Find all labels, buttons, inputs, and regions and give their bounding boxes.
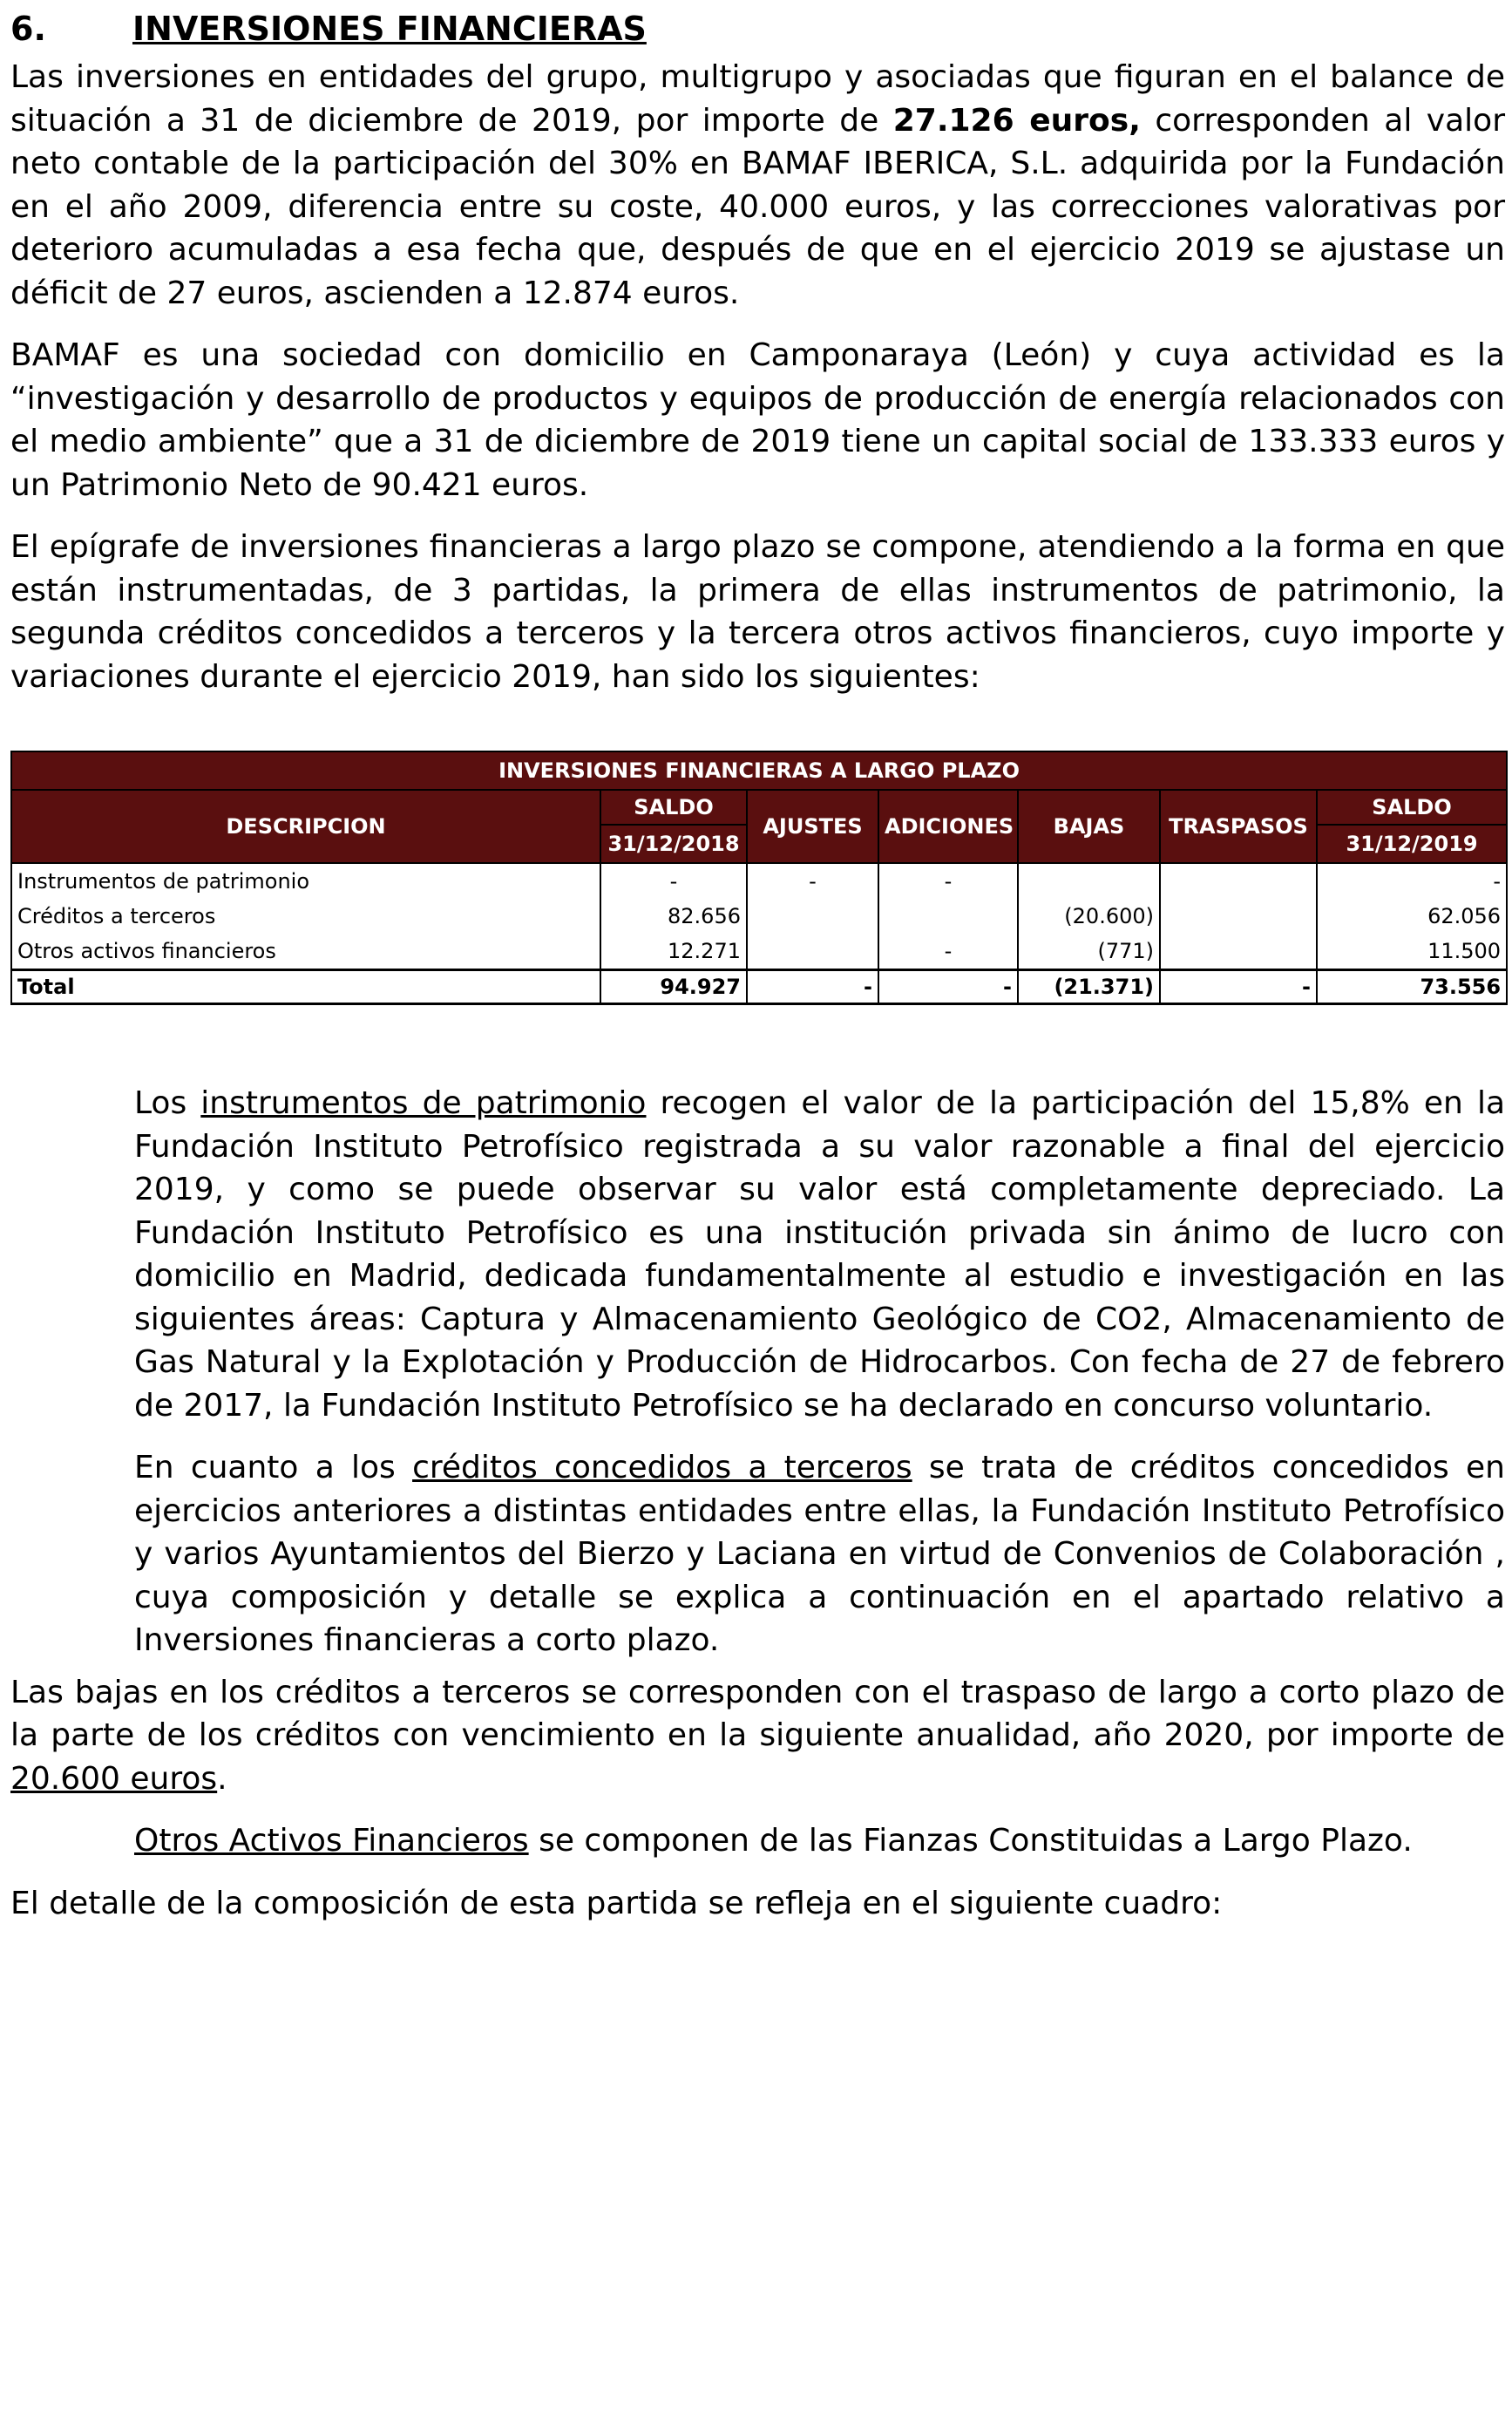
cell-bajas: (21.371) (1018, 970, 1160, 1004)
bullet-text (134, 1819, 1505, 1863)
paragraph-detalle: El detalle de la composición de esta partida se refleja en el siguiente cuadro: (10, 1885, 1223, 1921)
section-number: 6. (10, 10, 46, 48)
underlined-term: créditos concedidos a terceros (412, 1450, 912, 1485)
cell-bajas (1018, 863, 1160, 899)
cell-adiciones: - (878, 970, 1018, 1004)
investments-table (10, 751, 1508, 1005)
header-descripcion: DESCRIPCION (11, 790, 600, 863)
table-title: INVERSIONES FINANCIERAS A LARGO PLAZO (11, 751, 1507, 790)
cell-adiciones (878, 899, 1018, 934)
header-saldo-2018-label: SALDO (600, 790, 747, 825)
text-run: . (217, 1760, 227, 1797)
cell-desc: Créditos a terceros (11, 899, 600, 934)
text-run: corresponden al valor neto contable de la participación del 30% en BAMAF IBERICA, S.L. adquirida por la Fundación en el año 2009, diferencia entre su coste, 40.000 euros, y las correcciones valorativas por deterioro acumuladas a esa fecha que, después de que en el ejercicio 2019 se ajustase un déficit de 27 euros, ascienden a 12.874 euros. (10, 102, 1505, 311)
cell-traspasos (1160, 899, 1317, 934)
header-traspasos: TRASPASOS (1160, 790, 1317, 863)
table-row (11, 899, 1507, 934)
table-row (11, 863, 1507, 899)
cell-saldo-2018: 12.271 (600, 934, 747, 970)
cell-ajustes (747, 899, 878, 934)
cell-saldo-2019: - (1317, 863, 1507, 899)
cell-saldo-2018: - (600, 863, 747, 899)
cell-traspasos (1160, 863, 1317, 899)
cell-traspasos (1160, 934, 1317, 970)
header-saldo-2019-date: 31/12/2019 (1317, 825, 1507, 863)
cell-adiciones: - (878, 863, 1018, 899)
section-title: INVERSIONES FINANCIERAS (132, 10, 647, 48)
table-total-row (11, 970, 1507, 1004)
text-run: se trata de créditos concedidos en ejercicios anteriores a distintas entidades entre ellas, la Fundación Instituto Petrofísico y varios Ayuntamientos del Bierzo y Laciana en virtud de Convenios de Colaboración , cuya composición y detalle se explica a continuación en el apartado relativo a Inversiones financieras a corto plazo. (134, 1450, 1505, 1658)
text-run: se componen de las Fianzas Constituidas a Largo Plazo. (528, 1823, 1413, 1859)
cell-adiciones: - (878, 934, 1018, 970)
bullet-text (134, 1082, 1505, 1427)
text-run: Los (134, 1085, 201, 1121)
text-run: recogen el valor de la participación del 15,8% en la Fundación Instituto Petrofísico registrada a su valor razonable a final del ejercicio 2019, y como se puede observar su valor está completamente depreciado. La Fundación Instituto Petrofísico es una institución privada sin ánimo de lucro con domicilio en Madrid, dedicada fundamentalmente al estudio e investigación en las siguientes áreas: Captura y Almacenamiento Geológico de CO2, Almacenamiento de Gas Natural y la Explotación y Producción de Hidrocarbos. Con fecha de 27 de febrero de 2017, la Fundación Instituto Petrofísico se ha declarado en concurso voluntario. (134, 1085, 1506, 1424)
bullet-list (10, 1082, 1505, 1662)
cell-saldo-2018: 94.927 (600, 970, 747, 1004)
document-page (10, 9, 1505, 1925)
paragraph-bamaf: BAMAF es una sociedad con domicilio en Camponaraya (León) y cuya actividad es la “investigación y desarrollo de productos y equipos de producción de energía relacionados con el medio ambiente” que a 31 de diciembre de 2019 tiene un capital social de 133.333 euros y un Patrimonio Neto de 90.421 euros. (10, 337, 1505, 503)
cell-desc: Instrumentos de patrimonio (11, 863, 600, 899)
header-bajas: BAJAS (1018, 790, 1160, 863)
header-saldo-2018-date: 31/12/2018 (600, 825, 747, 863)
cell-ajustes: - (747, 863, 878, 899)
cell-saldo-2019: 73.556 (1317, 970, 1507, 1004)
cell-ajustes (747, 934, 878, 970)
cell-traspasos: - (1160, 970, 1317, 1004)
cell-desc: Total (11, 970, 600, 1004)
list-item (10, 1446, 1505, 1662)
header-adiciones: ADICIONES (878, 790, 1018, 863)
underlined-term: Otros Activos Financieros (134, 1823, 529, 1859)
paragraph-epigrafe: El epígrafe de inversiones financieras a largo plazo se compone, atendiendo a la forma en que están instrumentadas, de 3 partidas, la primera de ellas instrumentos de patrimonio, la segunda créditos concedidos a terceros y la tercera otros activos financieros, cuyo importe y variaciones durante el ejercicio 2019, han sido los siguientes: (10, 529, 1505, 695)
list-item (10, 1082, 1505, 1427)
section-heading (10, 9, 1505, 49)
underlined-amount: 20.600 euros (10, 1760, 218, 1797)
text-run: En cuanto a los (134, 1450, 413, 1485)
cell-bajas: (771) (1018, 934, 1160, 970)
header-saldo-2019-label: SALDO (1317, 790, 1507, 825)
cell-ajustes: - (747, 970, 878, 1004)
cell-saldo-2019: 62.056 (1317, 899, 1507, 934)
underlined-term: instrumentos de patrimonio (200, 1085, 647, 1121)
cell-bajas: (20.600) (1018, 899, 1160, 934)
table-row (11, 934, 1507, 970)
cell-saldo-2018: 82.656 (600, 899, 747, 934)
paragraph-bajas (10, 1671, 1505, 1801)
text-run: Las inversiones en entidades del grupo, multigrupo y asociadas que figuran en el balance de situación a 31 de diciembre de 2019, por importe de (10, 59, 1505, 139)
paragraph-inversiones-grupo (10, 56, 1505, 315)
list-item (10, 1819, 1505, 1863)
cell-saldo-2019: 11.500 (1317, 934, 1507, 970)
header-ajustes: AJUSTES (747, 790, 878, 863)
text-run: Las bajas en los créditos a terceros se corresponden con el traspaso de largo a corto plazo de la parte de los créditos con vencimiento en la siguiente anualidad, año 2020, por importe de (10, 1674, 1505, 1753)
cell-desc: Otros activos financieros (11, 934, 600, 970)
bullet-text (134, 1446, 1505, 1662)
bold-amount: 27.126 euros, (892, 102, 1141, 139)
